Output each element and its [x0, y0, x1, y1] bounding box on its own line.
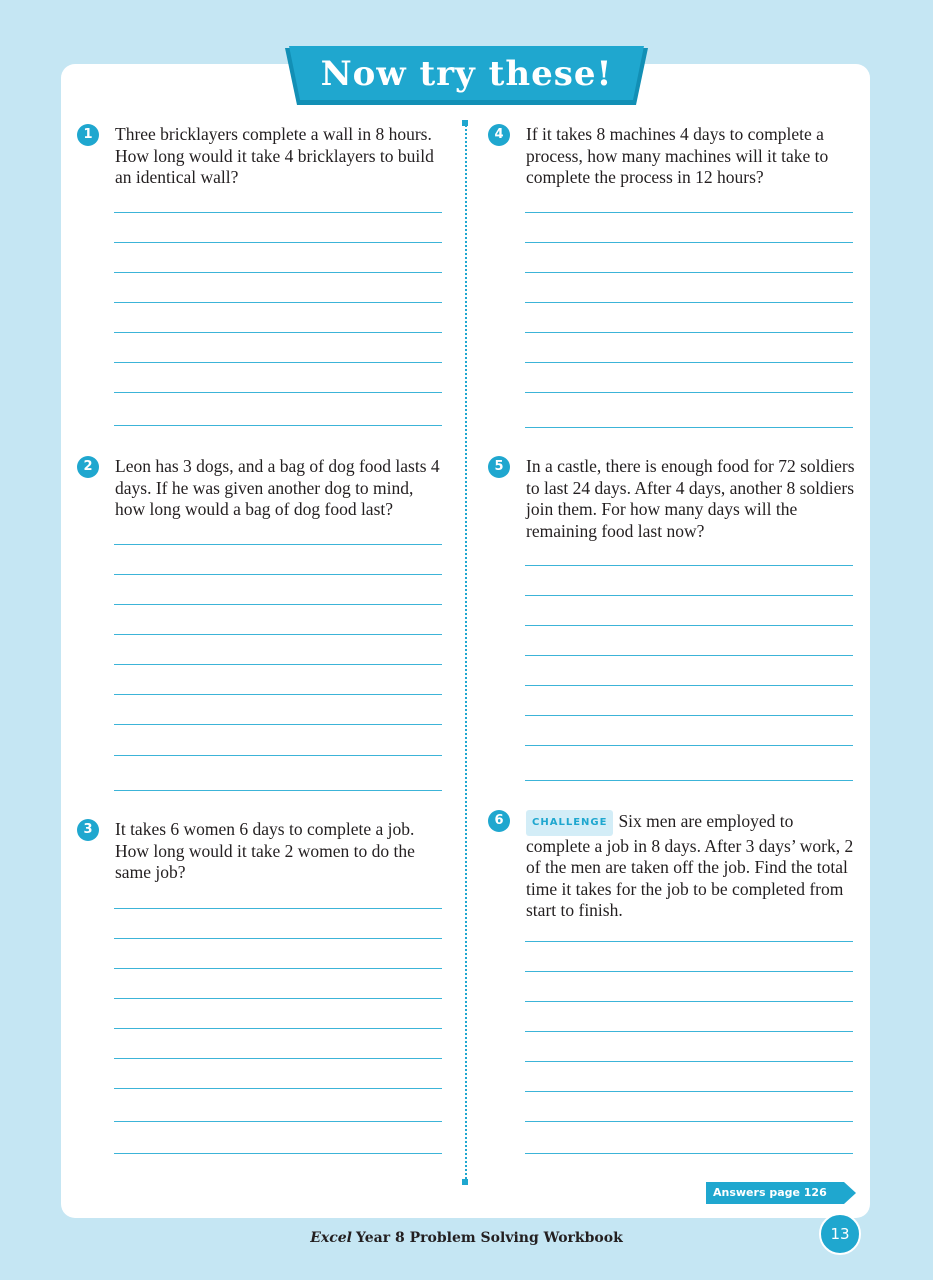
- title-banner: [285, 46, 648, 106]
- question-number-6: 6: [488, 810, 510, 832]
- answer-line[interactable]: [114, 1028, 442, 1029]
- answer-line[interactable]: [525, 1091, 853, 1092]
- question-number-5: 5: [488, 456, 510, 478]
- answer-line[interactable]: [525, 427, 853, 428]
- answer-line[interactable]: [114, 1153, 442, 1154]
- answer-line[interactable]: [114, 1088, 442, 1089]
- divider-cap-bottom: [462, 1179, 468, 1185]
- question-number-3: 3: [77, 819, 99, 841]
- answer-line[interactable]: [114, 724, 442, 725]
- question-number-2: 2: [77, 456, 99, 478]
- answer-line[interactable]: [525, 212, 853, 213]
- answer-line[interactable]: [525, 1121, 853, 1122]
- answer-line[interactable]: [525, 941, 853, 942]
- answer-line[interactable]: [114, 574, 442, 575]
- answer-line[interactable]: [525, 302, 853, 303]
- page-title: Now try these!: [320, 54, 613, 94]
- answer-line[interactable]: [114, 908, 442, 909]
- answer-line[interactable]: [114, 790, 442, 791]
- answer-line[interactable]: [525, 1031, 853, 1032]
- answer-line[interactable]: [525, 595, 853, 596]
- answer-line[interactable]: [525, 272, 853, 273]
- answer-line[interactable]: [525, 745, 853, 746]
- question-text-1: Three bricklayers complete a wall in 8 hours. How long would it take 4 bricklayers to build an identical wall?: [115, 124, 434, 187]
- answer-line[interactable]: [114, 1058, 442, 1059]
- answer-line[interactable]: [525, 392, 853, 393]
- answer-line[interactable]: [525, 780, 853, 781]
- answer-line[interactable]: [114, 664, 442, 665]
- answers-page-label: Answers page 126: [713, 1186, 827, 1199]
- answer-line[interactable]: [114, 604, 442, 605]
- answer-line[interactable]: [114, 302, 442, 303]
- question-text-5: In a castle, there is enough food for 72 soldiers to last 24 days. After 4 days, another 8 soldiers join them. For how many days will the remaining food last now?: [526, 456, 855, 541]
- column-divider: [465, 121, 467, 1183]
- answer-line[interactable]: [525, 655, 853, 656]
- answer-line[interactable]: [114, 242, 442, 243]
- answer-line[interactable]: [114, 998, 442, 999]
- question-number-4: 4: [488, 124, 510, 146]
- question-text-6: [526, 810, 858, 922]
- answer-line[interactable]: [114, 272, 442, 273]
- question-text-4: If it takes 8 machines 4 days to complete a process, how many machines will it take to complete the process in 12 hours?: [526, 124, 829, 187]
- footer-brand: Excel: [310, 1230, 352, 1246]
- answer-line[interactable]: [114, 425, 442, 426]
- answer-line[interactable]: [525, 625, 853, 626]
- answer-line[interactable]: [525, 332, 853, 333]
- divider-cap-top: [462, 120, 468, 126]
- answer-line[interactable]: [114, 392, 442, 393]
- page-number: 13: [819, 1213, 861, 1255]
- answer-line[interactable]: [525, 1061, 853, 1062]
- answer-line[interactable]: [525, 1001, 853, 1002]
- answer-line[interactable]: [114, 968, 442, 969]
- question-number-1: 1: [77, 124, 99, 146]
- answer-line[interactable]: [525, 715, 853, 716]
- answer-line[interactable]: [525, 685, 853, 686]
- answer-line[interactable]: [114, 755, 442, 756]
- answer-line[interactable]: [525, 362, 853, 363]
- answer-line[interactable]: [114, 938, 442, 939]
- answer-line[interactable]: [525, 565, 853, 566]
- answer-line[interactable]: [114, 694, 442, 695]
- challenge-badge: CHALLENGE: [526, 810, 613, 836]
- answers-page-link[interactable]: [706, 1182, 856, 1204]
- question-text-2: Leon has 3 dogs, and a bag of dog food lasts 4 days. If he was given another dog to mind, how long would a bag of dog food last?: [115, 456, 440, 519]
- answer-line[interactable]: [525, 971, 853, 972]
- footer-title: Year 8 Problem Solving Workbook: [355, 1230, 623, 1246]
- answer-line[interactable]: [114, 634, 442, 635]
- answer-line[interactable]: [525, 1153, 853, 1154]
- question-text-3: It takes 6 women 6 days to complete a job. How long would it take 2 women to do the same job?: [115, 819, 415, 882]
- answer-line[interactable]: [114, 362, 442, 363]
- footer: [0, 1230, 933, 1246]
- answer-line[interactable]: [114, 1121, 442, 1122]
- answer-line[interactable]: [114, 212, 442, 213]
- answer-line[interactable]: [114, 332, 442, 333]
- answer-line[interactable]: [114, 544, 442, 545]
- question-text-6-body: Six men are employed to complete a job in 8 days. After 3 days’ work, 2 of the men are taken off the job. Find the total time it takes for the job to be completed from start to finish.: [526, 811, 854, 920]
- answer-line[interactable]: [525, 242, 853, 243]
